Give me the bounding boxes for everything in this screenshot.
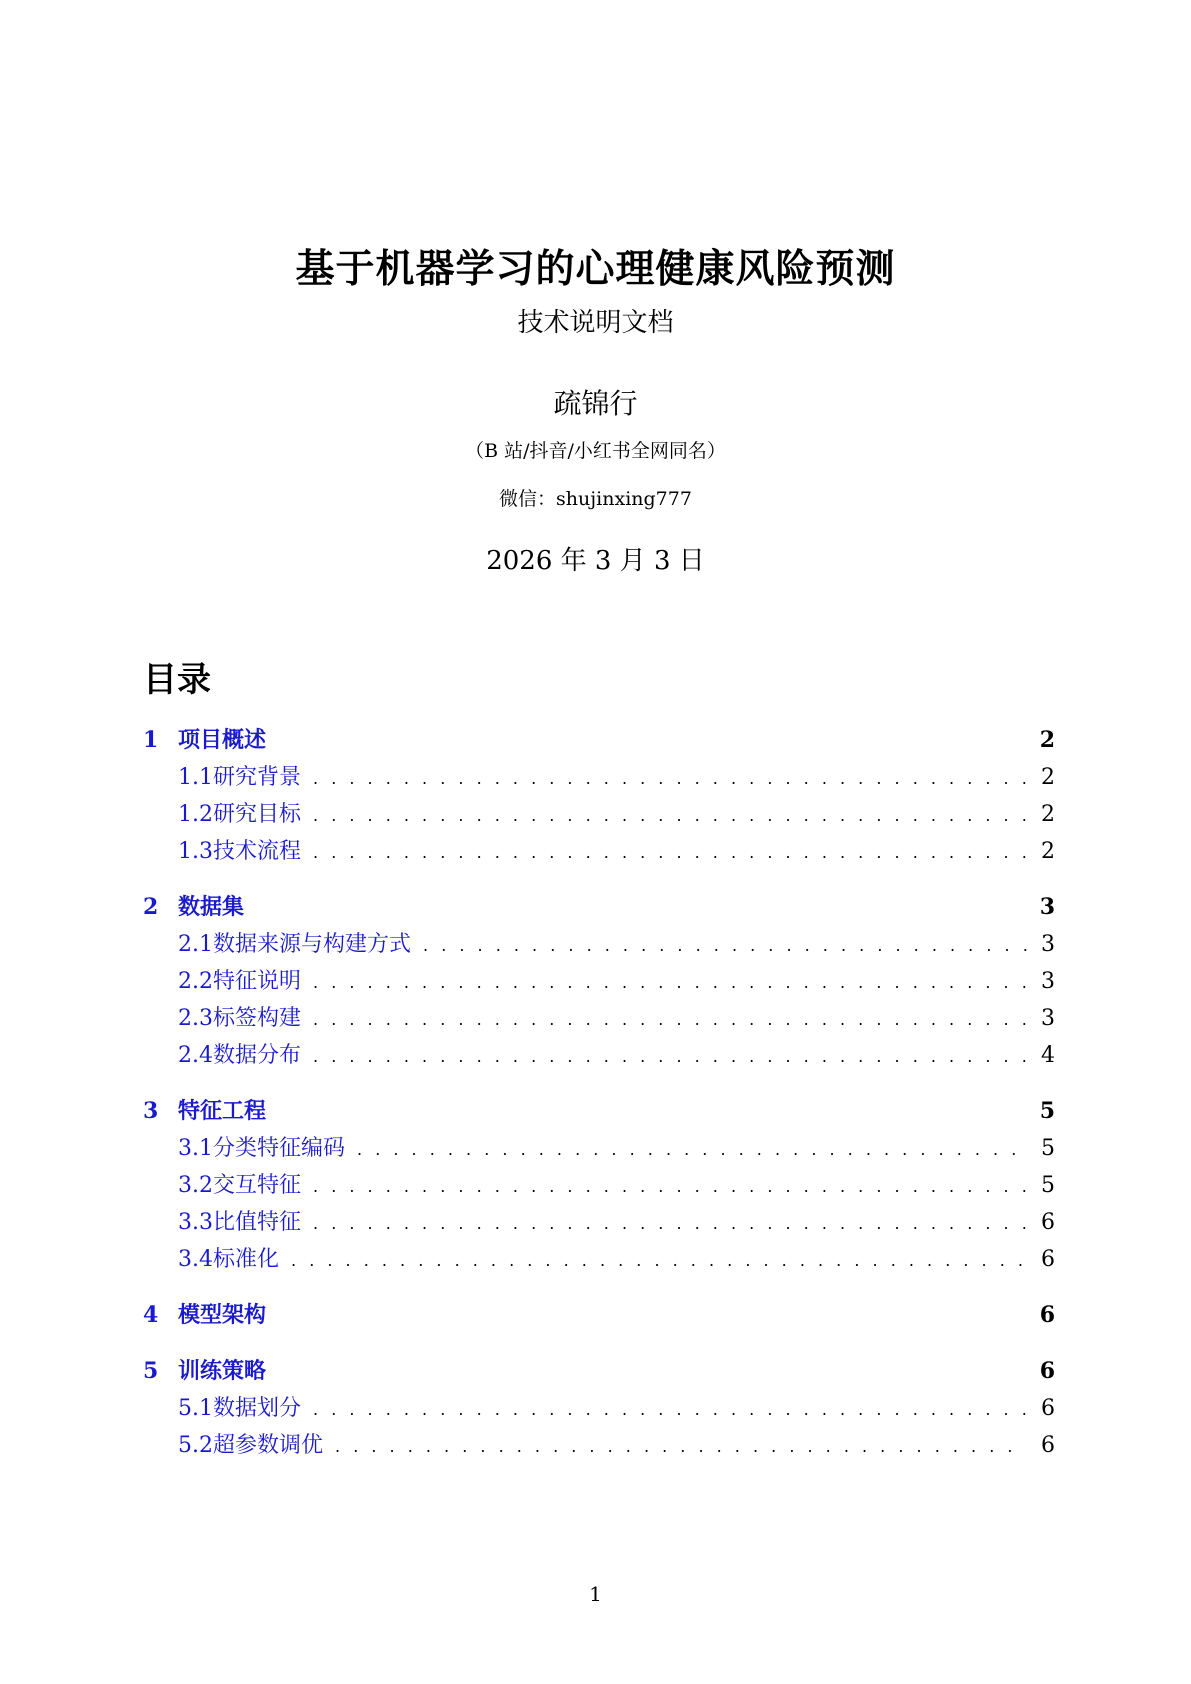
author-note: （B 站/抖音/小红书全网同名） xyxy=(465,440,726,462)
toc-entry-section-5[interactable] xyxy=(143,1353,1055,1390)
toc-entry-number: 3.3 xyxy=(178,1210,213,1235)
toc-entry-page: 6 xyxy=(1041,1433,1055,1458)
toc-entry-title[interactable]: 特征工程 xyxy=(178,1098,267,1124)
toc-entry-page: 5 xyxy=(1041,1173,1055,1198)
table-of-contents xyxy=(143,722,1055,1483)
document-author: 疏锦行 xyxy=(553,387,638,420)
toc-dot-leader xyxy=(307,760,1027,797)
toc-entry-subsection-2.1[interactable] xyxy=(143,926,1055,963)
toc-entry-number: 2.2 xyxy=(178,969,213,994)
toc-entry-page: 2 xyxy=(1041,802,1055,827)
document-subtitle: 技术说明文档 xyxy=(517,308,674,338)
toc-dot-leader xyxy=(285,1242,1027,1279)
toc-entry-page: 3 xyxy=(1039,894,1055,920)
toc-entry-number: 5 xyxy=(143,1358,159,1384)
toc-entry-title[interactable]: 数据来源与构建方式 xyxy=(213,932,412,957)
toc-section xyxy=(143,1353,1055,1464)
toc-entry-section-2[interactable] xyxy=(143,889,1055,926)
toc-entry-page: 5 xyxy=(1039,1098,1055,1124)
document-date: 2026 年 3 月 3 日 xyxy=(486,546,705,576)
toc-entry-section-3[interactable] xyxy=(143,1093,1055,1130)
toc-entry-page: 6 xyxy=(1039,1302,1055,1328)
toc-entry-number: 5.2 xyxy=(178,1433,213,1458)
toc-entry-page: 5 xyxy=(1041,1136,1055,1161)
toc-entry-section-4[interactable] xyxy=(143,1297,1055,1334)
toc-entry-title[interactable]: 数据划分 xyxy=(213,1396,302,1421)
toc-entry-page: 3 xyxy=(1041,1006,1055,1031)
toc-entry-title[interactable]: 项目概述 xyxy=(178,727,267,753)
toc-dot-leader xyxy=(307,1205,1027,1242)
toc-entry-title[interactable]: 数据分布 xyxy=(213,1043,302,1068)
toc-dot-leader xyxy=(329,1428,1027,1465)
toc-dot-leader xyxy=(307,1391,1027,1428)
toc-entry-number: 1 xyxy=(143,727,159,753)
toc-entry-subsection-5.2[interactable] xyxy=(143,1427,1055,1464)
toc-dot-leader xyxy=(351,1131,1027,1168)
toc-entry-title[interactable]: 比值特征 xyxy=(213,1210,302,1235)
toc-entry-page: 2 xyxy=(1041,839,1055,864)
toc-entry-title[interactable]: 标签构建 xyxy=(213,1006,302,1031)
toc-entry-title[interactable]: 交互特征 xyxy=(213,1173,302,1198)
toc-dot-leader xyxy=(307,1038,1027,1075)
toc-entry-number: 2.4 xyxy=(178,1043,213,1068)
toc-entry-title[interactable]: 研究目标 xyxy=(213,802,302,827)
toc-entry-number: 1.2 xyxy=(178,802,213,827)
toc-entry-page: 3 xyxy=(1041,969,1055,994)
toc-entry-subsection-1.2[interactable] xyxy=(143,796,1055,833)
toc-entry-title[interactable]: 标准化 xyxy=(213,1247,280,1272)
toc-heading: 目录 xyxy=(143,660,211,700)
toc-entry-page: 6 xyxy=(1041,1247,1055,1272)
toc-entry-number: 3.1 xyxy=(178,1136,213,1161)
toc-section xyxy=(143,889,1055,1074)
toc-entry-subsection-2.3[interactable] xyxy=(143,1000,1055,1037)
page-number: 1 xyxy=(589,1582,602,1606)
document-title: 基于机器学习的心理健康风险预测 xyxy=(295,246,896,292)
toc-entry-section-1[interactable] xyxy=(143,722,1055,759)
toc-dot-leader xyxy=(307,1001,1027,1038)
toc-entry-subsection-2.4[interactable] xyxy=(143,1037,1055,1074)
author-wechat: 微信：shujinxing777 xyxy=(499,488,692,510)
toc-entry-title[interactable]: 研究背景 xyxy=(213,765,302,790)
toc-entry-subsection-1.3[interactable] xyxy=(143,833,1055,870)
toc-dot-leader xyxy=(307,1168,1027,1205)
toc-entry-subsection-2.2[interactable] xyxy=(143,963,1055,1000)
toc-section xyxy=(143,1297,1055,1334)
toc-entry-number: 2.3 xyxy=(178,1006,213,1031)
toc-dot-leader xyxy=(307,834,1027,871)
toc-entry-subsection-3.2[interactable] xyxy=(143,1167,1055,1204)
toc-entry-page: 6 xyxy=(1041,1396,1055,1421)
toc-dot-leader xyxy=(417,927,1027,964)
toc-entry-title[interactable]: 特征说明 xyxy=(213,969,302,994)
toc-entry-subsection-3.4[interactable] xyxy=(143,1241,1055,1278)
toc-entry-subsection-3.3[interactable] xyxy=(143,1204,1055,1241)
toc-entry-page: 4 xyxy=(1041,1043,1055,1068)
toc-entry-number: 2.1 xyxy=(178,932,213,957)
toc-entry-number: 1.1 xyxy=(178,765,213,790)
toc-section xyxy=(143,1093,1055,1278)
toc-entry-title[interactable]: 分类特征编码 xyxy=(213,1136,346,1161)
toc-entry-subsection-3.1[interactable] xyxy=(143,1130,1055,1167)
toc-entry-title[interactable]: 超参数调优 xyxy=(213,1433,324,1458)
toc-entry-title[interactable]: 训练策略 xyxy=(178,1358,267,1384)
toc-dot-leader xyxy=(307,797,1027,834)
toc-entry-title[interactable]: 模型架构 xyxy=(178,1302,267,1328)
toc-entry-number: 1.3 xyxy=(178,839,213,864)
toc-entry-number: 3.2 xyxy=(178,1173,213,1198)
toc-dot-leader xyxy=(307,964,1027,1001)
toc-entry-page: 2 xyxy=(1041,765,1055,790)
toc-entry-title[interactable]: 数据集 xyxy=(178,894,245,920)
toc-entry-number: 2 xyxy=(143,894,159,920)
toc-entry-number: 3.4 xyxy=(178,1247,213,1272)
toc-entry-page: 3 xyxy=(1041,932,1055,957)
toc-entry-number: 3 xyxy=(143,1098,159,1124)
toc-entry-page: 2 xyxy=(1039,727,1055,753)
toc-entry-subsection-1.1[interactable] xyxy=(143,759,1055,796)
toc-section xyxy=(143,722,1055,870)
toc-entry-page: 6 xyxy=(1041,1210,1055,1235)
toc-entry-title[interactable]: 技术流程 xyxy=(213,839,302,864)
toc-entry-number: 4 xyxy=(143,1302,159,1328)
toc-entry-page: 6 xyxy=(1039,1358,1055,1384)
toc-entry-number: 5.1 xyxy=(178,1396,213,1421)
toc-entry-subsection-5.1[interactable] xyxy=(143,1390,1055,1427)
